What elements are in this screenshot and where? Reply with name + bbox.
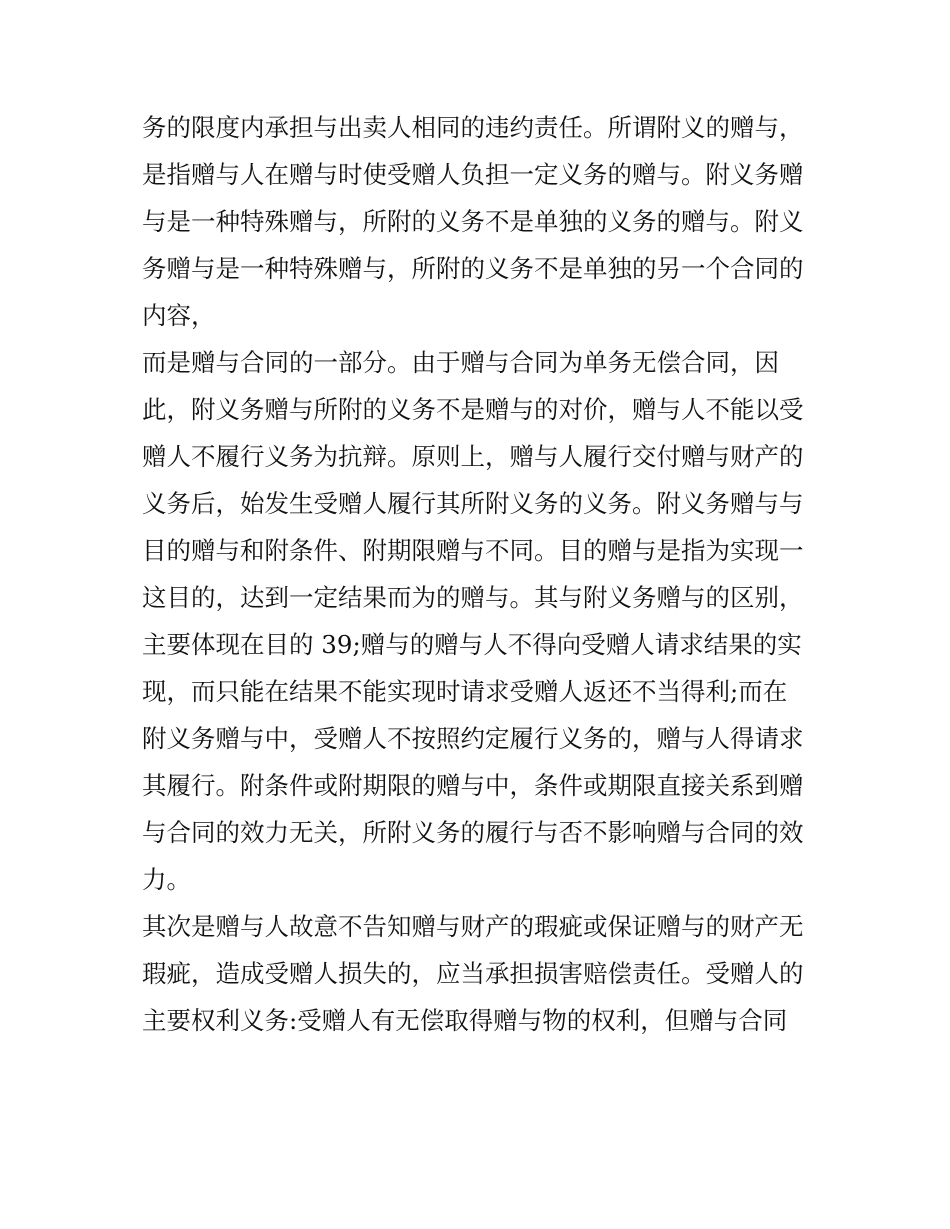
text-line: 主要权利义务:受赠人有无偿取得赠与物的权利，但赠与合同 [142,1006,788,1035]
text-line: 附义务赠与中，受赠人不按照约定履行义务的，赠与人得请求 [142,724,804,753]
text-line: 目的赠与和附条件、附期限赠与不同。目的赠与是指为实现一 [142,536,804,565]
text-line: 务赠与是一种特殊赠与，所附的义务不是单独的另一个合同的 [142,254,804,283]
text-line: 义务后，始发生受赠人履行其所附义务的义务。附义务赠与与 [142,489,804,518]
text-line: 其履行。附条件或附期限的赠与中，条件或期限直接关系到赠 [142,771,804,800]
text-line: 现，而只能在结果不能实现时请求受赠人返还不当得利;而在 [142,677,788,706]
text-line: 赠人不履行义务为抗辩。原则上，赠与人履行交付赠与财产的 [142,442,804,471]
text-line: 是指赠与人在赠与时使受赠人负担一定义务的赠与。附义务赠 [142,160,804,189]
text-line: 其次是赠与人故意不告知赠与财产的瑕疵或保证赠与的财产无 [142,912,804,941]
text-line: 此，附义务赠与所附的义务不是赠与的对价，赠与人不能以受 [142,395,804,424]
text-line: 瑕疵，造成受赠人损失的，应当承担损害赔偿责任。受赠人的 [142,959,804,988]
text-line: 与合同的效力无关，所附义务的履行与否不影响赠与合同的效 [142,818,804,847]
text-line: 而是赠与合同的一部分。由于赠与合同为单务无偿合同，因 [142,348,779,377]
text-line: 主要体现在目的 39;赠与的赠与人不得向受赠人请求结果的实 [142,630,802,659]
text-line: 力。 [142,865,191,894]
text-line: 内容， [142,301,216,330]
text-line: 务的限度内承担与出卖人相同的违约责任。所谓附义的赠与， [142,113,804,142]
body-text [142,104,822,1044]
text-line: 这目的，达到一定结果而为的赠与。其与附义务赠与的区别， [142,583,804,612]
text-line: 与是一种特殊赠与，所附的义务不是单独的义务的赠与。附义 [142,207,804,236]
